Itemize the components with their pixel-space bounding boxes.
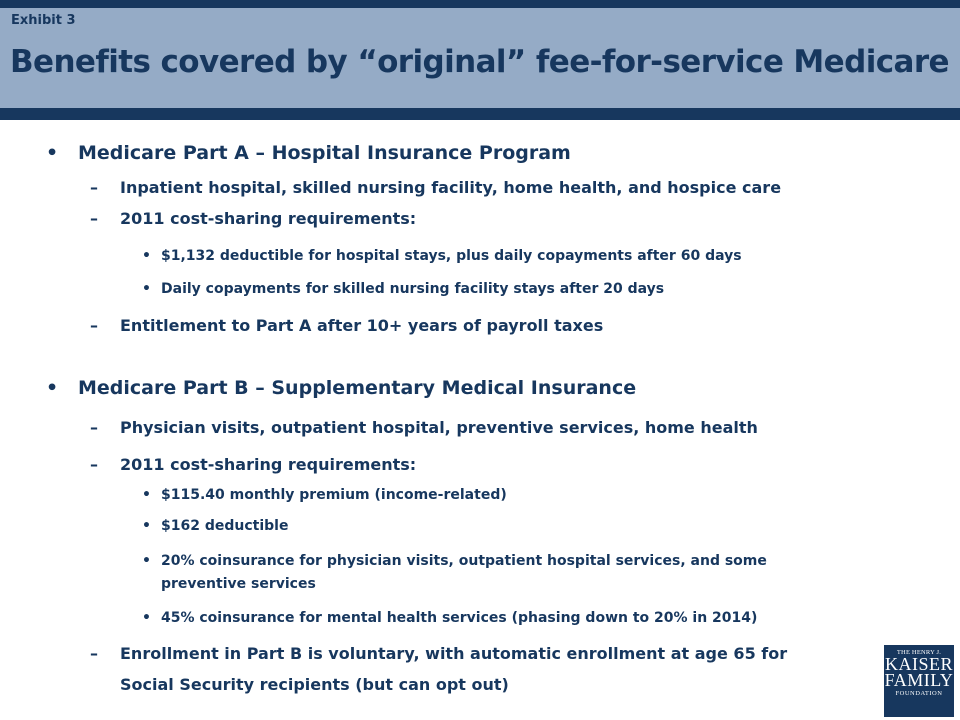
bullet-text: 45% coinsurance for mental health services (phasing down to 20% in 2014) <box>161 610 758 626</box>
bullet-marker: • <box>142 553 151 569</box>
bullet-marker: • <box>142 610 151 626</box>
bullet-text: Inpatient hospital, skilled nursing facility, home health, and hospice care <box>120 178 782 197</box>
bullet-text: $1,132 deductible for hospital stays, plus daily copayments after 60 days <box>161 248 742 264</box>
bullet-text: Medicare Part B – Supplementary Medical Insurance <box>78 377 637 399</box>
dash-marker: – <box>90 209 98 228</box>
kaiser-family-foundation-logo: THE HENRY J. KAISER FAMILY FOUNDATION <box>884 645 954 717</box>
bullet-text: Entitlement to Part A after 10+ years of payroll taxes <box>120 316 604 335</box>
dash-marker: – <box>90 316 98 335</box>
bullet-marker: • <box>142 281 151 297</box>
dash-marker: – <box>90 418 98 437</box>
bullet-marker: • <box>46 142 59 164</box>
bullet-marker: • <box>142 518 151 534</box>
bullet-text: Social Security recipients (but can opt out) <box>120 675 509 694</box>
dash-marker: – <box>90 644 98 663</box>
bullet-marker: • <box>142 248 151 264</box>
bullet-text: Medicare Part A – Hospital Insurance Program <box>78 142 571 164</box>
page-title: Benefits covered by “original” fee-for-service Medicare <box>10 44 949 80</box>
bullet-marker: • <box>142 487 151 503</box>
dash-marker: – <box>90 178 98 197</box>
bullet-text: Daily copayments for skilled nursing facility stays after 20 days <box>161 281 665 297</box>
bullet-text: $115.40 monthly premium (income-related) <box>161 487 507 503</box>
bullet-text: 2011 cost-sharing requirements: <box>120 209 417 228</box>
bullet-text: 20% coinsurance for physician visits, outpatient hospital services, and some <box>161 553 767 569</box>
dash-marker: – <box>90 455 98 474</box>
bullet-text: Enrollment in Part B is voluntary, with automatic enrollment at age 65 for <box>120 644 788 663</box>
bullet-text: $162 deductible <box>161 518 289 534</box>
exhibit-label: Exhibit 3 <box>11 13 76 28</box>
bullet-marker: • <box>46 377 59 399</box>
bullet-text: 2011 cost-sharing requirements: <box>120 455 417 474</box>
bullet-text: preventive services <box>161 576 316 592</box>
bullet-text: Physician visits, outpatient hospital, preventive services, home health <box>120 418 758 437</box>
